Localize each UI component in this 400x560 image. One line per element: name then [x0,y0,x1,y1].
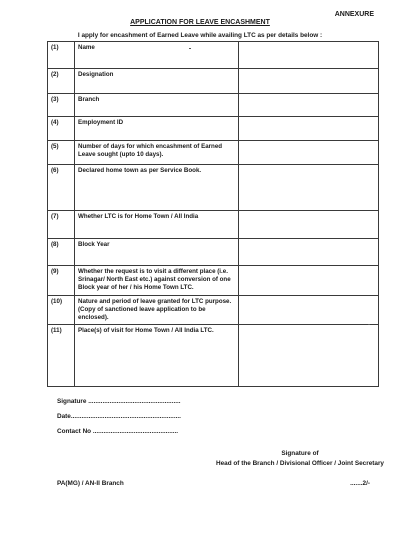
row-number: (10) [48,295,75,325]
row-label: Employment ID [75,117,239,141]
form-row [48,325,379,387]
date-line[interactable]: Date.............................................................. [57,413,181,420]
authority-signature-label: Signature of [281,450,319,457]
row-number: (6) [48,165,75,211]
form-title: APPLICATION FOR LEAVE ENCASHMENT [130,19,270,26]
row-label: Whether LTC is for Home Town / All India [75,211,239,239]
row-number: (1) [48,42,75,69]
row-number: (11) [48,325,75,387]
form-row [48,117,379,141]
leave-encashment-form-table [47,41,379,387]
form-row [48,69,379,94]
row-label: Branch [75,94,239,117]
employment-id-field[interactable] [239,117,379,141]
row-number: (7) [48,211,75,239]
scan-speck [189,48,191,49]
row-number: (3) [48,94,75,117]
form-row [48,165,379,211]
form-intro: I apply for encashment of Earned Leave while availing LTC as per details below : [77,32,323,39]
form-row [48,295,379,325]
different-place-field[interactable] [239,266,379,296]
designation-field[interactable] [239,69,379,94]
row-label: Name [75,42,239,69]
row-number: (5) [48,141,75,165]
form-row [48,42,379,69]
applicant-signature-line[interactable]: Signature .................................................... [57,398,181,405]
places-of-visit-field[interactable] [239,325,379,387]
leave-nature-field[interactable] [239,295,379,325]
row-number: (2) [48,69,75,94]
row-label: Number of days for which encashment of Earned Leave sought (upto 10 days). [75,141,239,165]
row-label: Place(s) of visit for Home Town / All India LTC. [75,325,239,387]
home-town-field[interactable] [239,165,379,211]
row-number: (4) [48,117,75,141]
row-label: Nature and period of leave granted for LTC purpose. (Copy of sanctioned leave application to be enclosed). [75,295,239,325]
row-number: (8) [48,239,75,266]
row-label: Declared home town as per Service Book. [75,165,239,211]
page-continuation: .......2/- [350,480,370,487]
row-label: Designation [75,69,239,94]
block-year-field[interactable] [239,239,379,266]
contact-number-line[interactable]: Contact No ................................................ [57,428,179,435]
branch-reference: PA(MG) / AN-II Branch [57,480,124,487]
form-row [48,239,379,266]
authority-signature-block [180,449,400,470]
encashment-days-field[interactable] [239,141,379,165]
form-row [48,266,379,296]
form-row [48,141,379,165]
branch-field[interactable] [239,94,379,117]
row-label: Whether the request is to visit a different place (i.e. Srinagar/ North East etc.) against conversion of one Block year of her / his Home Town LTC. [75,266,239,296]
form-row [48,94,379,117]
annexure-label: ANNEXURE [334,11,374,18]
authority-designation: Head of the Branch / Divisional Officer / Joint Secretary [216,460,384,468]
form-row [48,211,379,239]
name-field[interactable] [239,42,379,69]
row-number: (9) [48,266,75,296]
row-label: Block Year [75,239,239,266]
ltc-type-field[interactable] [239,211,379,239]
scan-speck [368,324,370,325]
